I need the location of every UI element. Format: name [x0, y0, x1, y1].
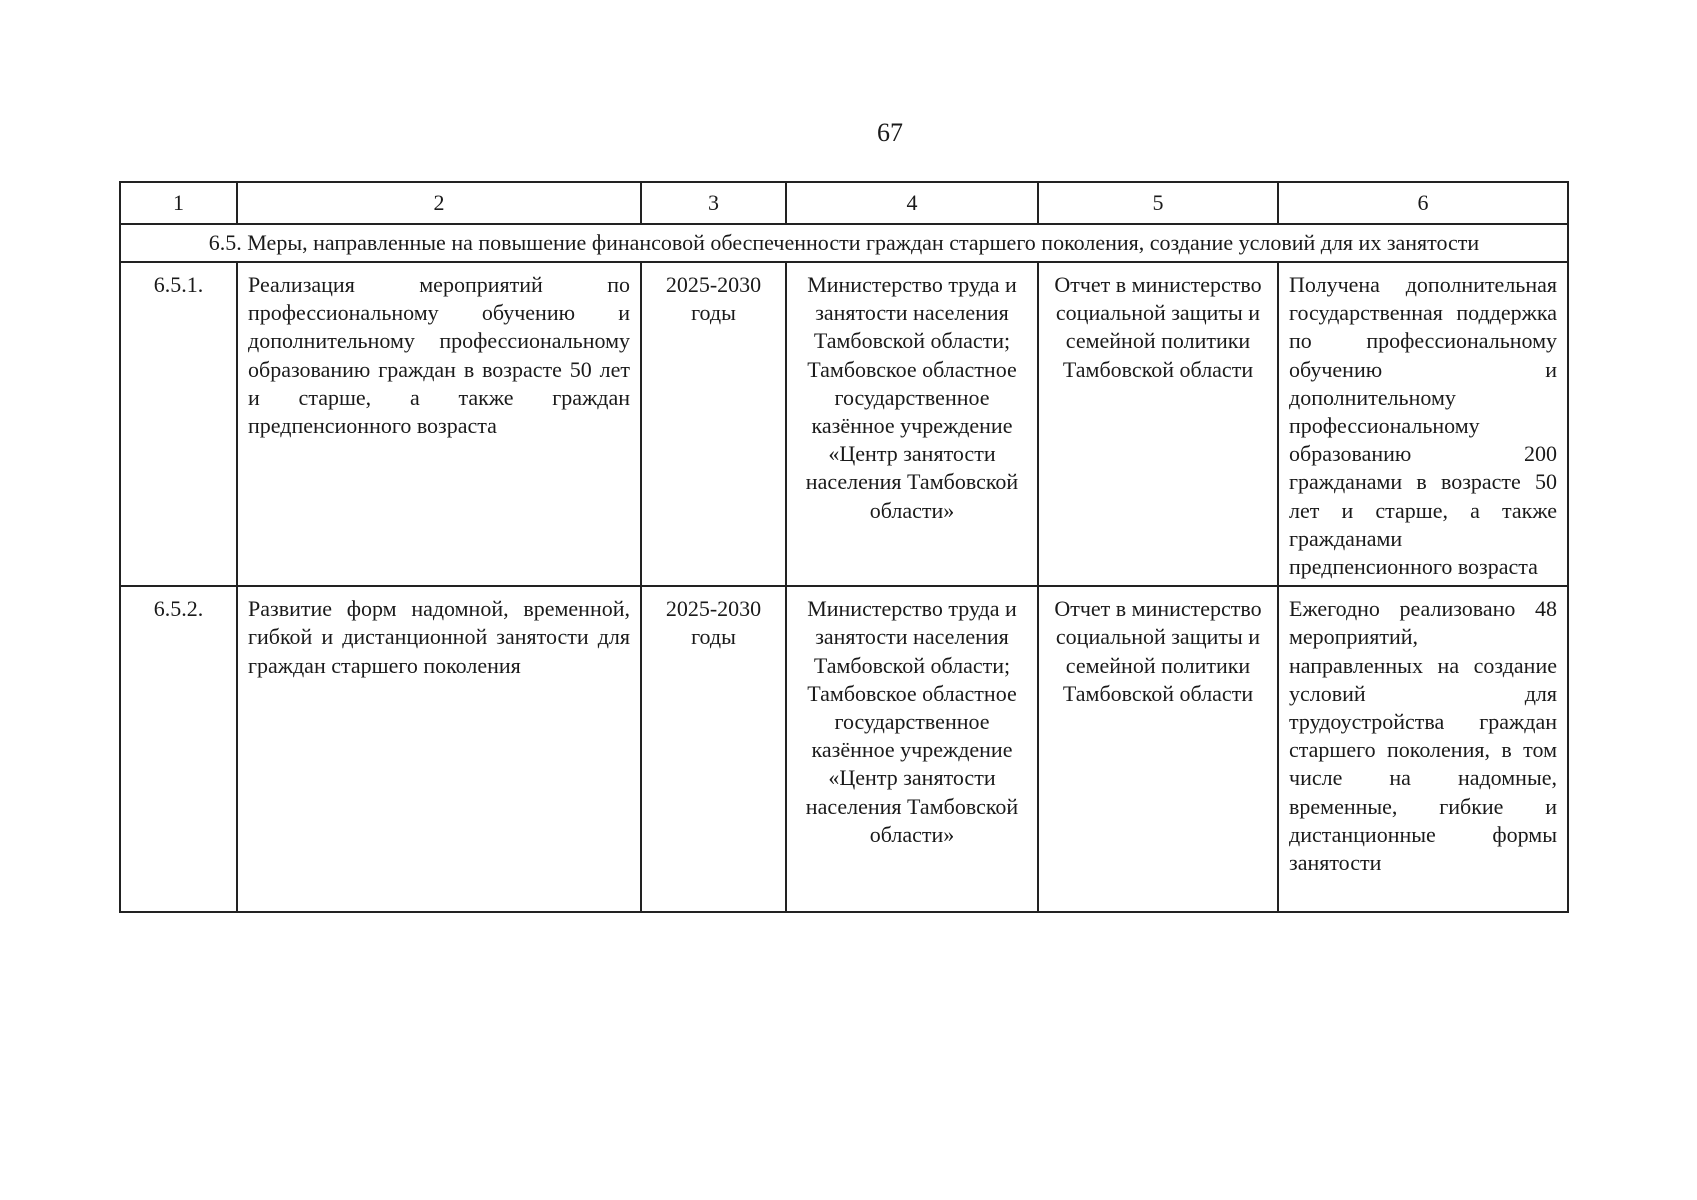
row-number: 6.5.1. — [120, 262, 237, 586]
header-cell-5: 5 — [1038, 182, 1278, 224]
row-period: 2025-2030 годы — [641, 262, 786, 586]
measures-table — [119, 181, 1569, 913]
page-number: 67 — [877, 118, 903, 147]
header-cell-1: 1 — [120, 182, 237, 224]
row-measure: Развитие форм надомной, временной, гибкой и дистанционной занятости для граждан старшего поколения — [237, 586, 641, 912]
header-cell-6: 6 — [1278, 182, 1568, 224]
row-executors: Министерство труда и занятости населения Тамбовской области; Тамбовское областное государственное казённое учреждение «Центр занятости населения Тамбовской области» — [786, 262, 1038, 586]
row-result: Ежегодно реализовано 48 мероприятий, направленных на создание условий для трудоустройства граждан старшего поколения, в том числе на надомные, временные, гибкие и дистанционные формы занятости — [1278, 586, 1568, 912]
row-report: Отчет в министерство социальной защиты и семейной политики Тамбовской области — [1038, 262, 1278, 586]
row-period: 2025-2030 годы — [641, 586, 786, 912]
table-row — [120, 586, 1568, 912]
row-number: 6.5.2. — [120, 586, 237, 912]
header-cell-2: 2 — [237, 182, 641, 224]
row-result: Получена дополнительная государственная поддержка по профессиональному обучению и дополнительному профессиональному образованию 200 гражданами в возрасте 50 лет и старше, а также гражданами предпенсионного возраста — [1278, 262, 1568, 586]
header-cell-4: 4 — [786, 182, 1038, 224]
row-report: Отчет в министерство социальной защиты и семейной политики Тамбовской области — [1038, 586, 1278, 912]
header-cell-3: 3 — [641, 182, 786, 224]
section-title-row — [120, 224, 1568, 262]
row-executors: Министерство труда и занятости населения Тамбовской области; Тамбовское областное государственное казённое учреждение «Центр занятости населения Тамбовской области» — [786, 586, 1038, 912]
table-header-row — [120, 182, 1568, 224]
row-measure: Реализация мероприятий по профессиональному обучению и дополнительному профессиональному образованию граждан в возрасте 50 лет и старше, а также граждан предпенсионного возраста — [237, 262, 641, 586]
section-title: 6.5. Меры, направленные на повышение финансовой обеспеченности граждан старшего поколения, создание условий для их занятости — [120, 224, 1568, 262]
table-row — [120, 262, 1568, 586]
